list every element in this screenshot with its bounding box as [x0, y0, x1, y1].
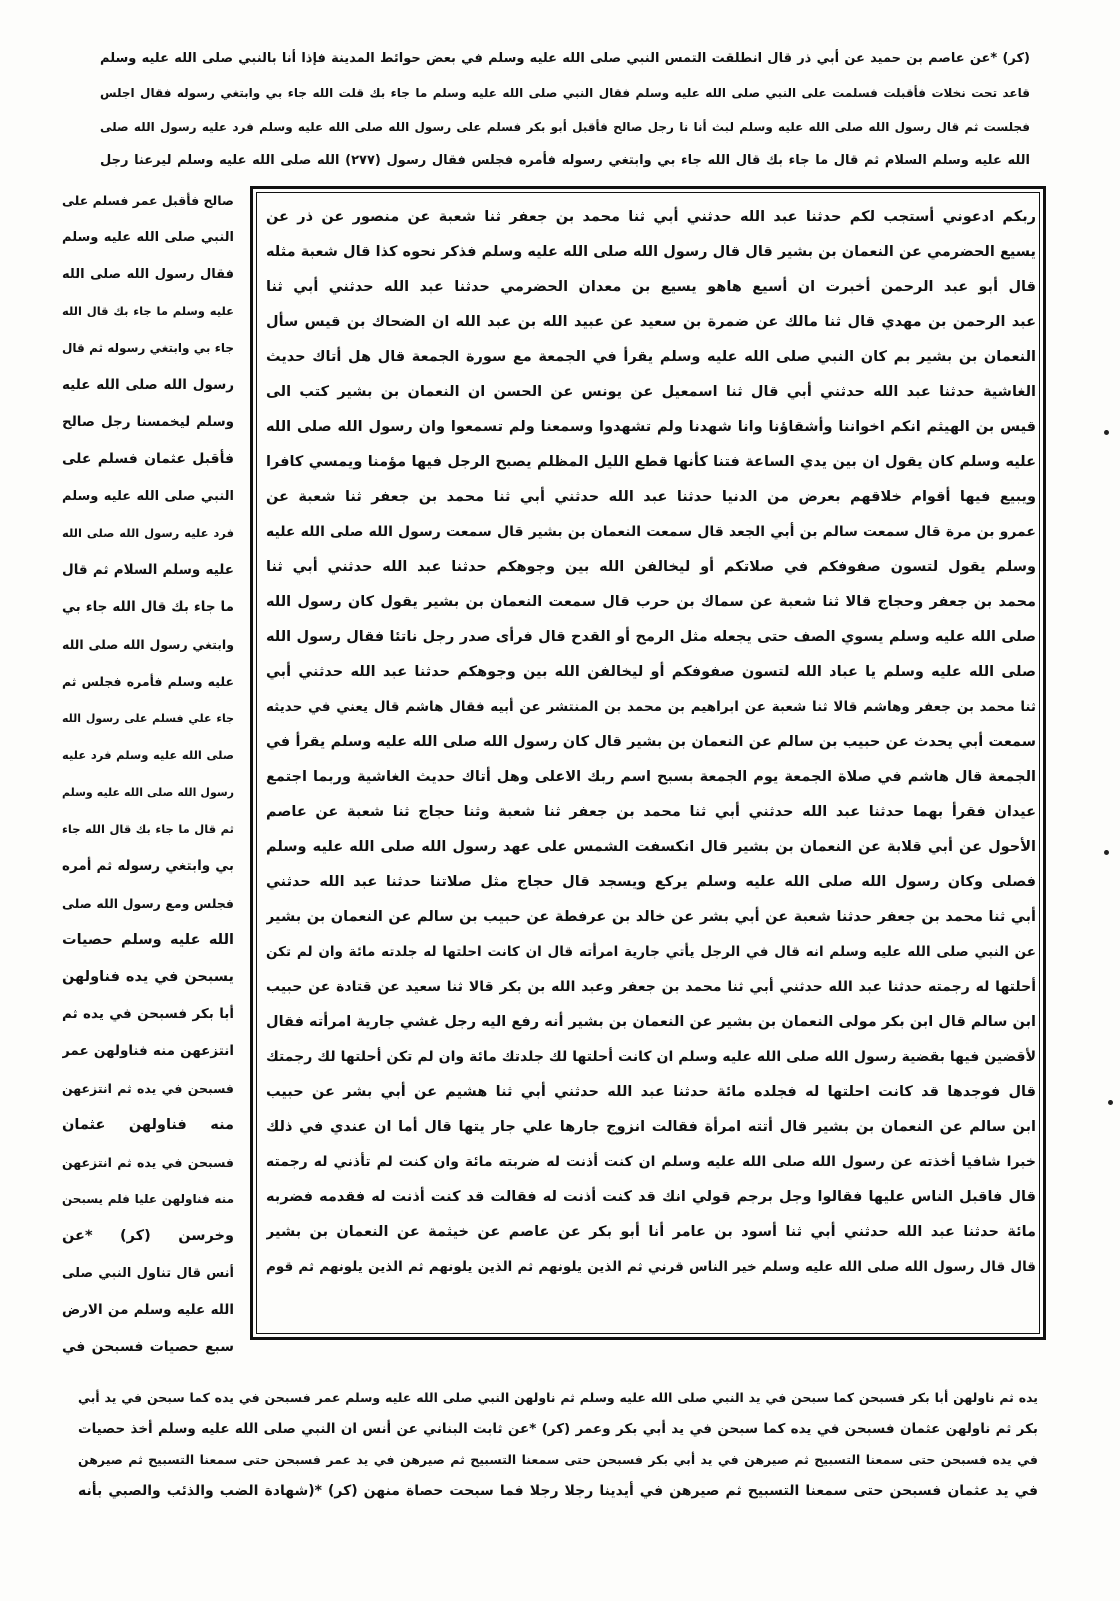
side-text-line: أبا بكر فسبحن في يده ثم	[62, 1006, 234, 1022]
side-text-line: جاء علي فسلم على رسول الله	[62, 712, 234, 725]
side-text-line: يسبحن في يده فناولهن	[62, 969, 234, 985]
side-text-line: منه فناولهن عثمان	[62, 1117, 234, 1133]
side-text-line: وابتغي رسول الله صلى الله	[62, 637, 234, 652]
main-text-line: مائة حدثنا عبد الله حدثني أبي ثنا أسود بن عامر أنا أبو بكر عن عاصم عن خيثمة عن النعمان بن بشير	[266, 1224, 1036, 1240]
bottom-text-line: بكر ثم ناولهن عثمان فسبحن في يده كما سبحن في يد أبي بكر وعمر (كر) *عن ثابت البناني عن أنس ان النبي صلى الله عليه وسلم أخذ حصيات	[78, 1421, 1038, 1437]
side-text-line: رسول الله صلى الله عليه وسلم	[62, 786, 234, 799]
side-text-line: عليه وسلم فأمره فجلس ثم	[62, 674, 234, 689]
main-text-line: محمد بن جعفر وحجاج قالا ثنا شعبة عن سماك بن حرب قال سمعت النعمان بن بشير يقول كان رسول الله	[266, 594, 1036, 610]
side-text-line: النبي صلى الله عليه وسلم	[62, 489, 234, 504]
main-text-line: فصلى وكان رسول الله صلى الله عليه وسلم يركع ويسجد قال حجاج مثل صلاتنا حدثنا عبد الله حدثني	[266, 874, 1036, 890]
side-text-line: صالح فأقبل عمر فسلم على	[62, 193, 234, 208]
main-text-line: لأقضين فيها بقضية رسول الله صلى الله عليه وسلم ان كانت أحلتها لك جلدتك مائة وان لم تكن أحلتها لك رجمتك	[266, 1049, 1036, 1065]
side-text-line: منه فناولهن عليا فلم يسبحن	[62, 1192, 234, 1206]
main-text-line: خبرا شافيا أخذته عن رسول الله صلى الله عليه وسلم ان كنت أذنت له ضربته مائة وان كنت لم تأذني له رجمته	[266, 1154, 1036, 1170]
side-text-line: فسبحن في يده ثم انتزعهن	[62, 1081, 234, 1096]
main-text-line: عبد الرحمن بن مهدي قال ثنا مالك عن ضمرة بن سعيد عن عبيد الله بن عبد الله ان الضحاك بن قيس سأل	[266, 314, 1036, 330]
main-text-line: ثنا محمد بن جعفر وهاشم قالا ثنا شعبة عن ابراهيم بن محمد بن المنتشر عن أبيه فقال هاشم قال يعني في حديثه	[266, 699, 1036, 715]
side-text-line: صلى الله عليه وسلم فرد عليه	[62, 748, 234, 762]
side-text-line: وسلم ليخمسنا رجل صالح	[62, 414, 234, 430]
side-text-line: عليه وسلم السلام ثم قال	[62, 562, 234, 578]
main-text-line: الأحول عن أبي قلابة عن النعمان بن بشير قال انكسفت الشمس على عهد رسول الله صلى الله عليه وسلم	[266, 839, 1036, 855]
main-text-line: عيدان فقرأ بهما حدثنا عبد الله حدثني أبي ثنا محمد بن جعفر ثنا شعبة وثنا حجاج ثنا شعبة عن عاصم	[266, 804, 1036, 820]
side-text-line: عليه وسلم ما جاء بك قال الله	[62, 304, 234, 318]
side-text-line: انتزعهن منه فناولهن عمر	[62, 1043, 234, 1059]
main-text-line: عليه وسلم كان يقول ان بين يدي الساعة فتنا كأنها قطع الليل المظلم يصبح الرجل فيها مؤمنا ويمسي كافرا	[266, 454, 1036, 470]
bottom-text-line: يده ثم ناولهن أبا بكر فسبحن كما سبحن في يد النبي صلى الله عليه وسلم ثم ناولهن النبي صلى الله عليه وسلم عمر فسبحن في يده كما سبحن في يد أبي	[78, 1390, 1038, 1405]
top-text-line: فجلست ثم قال رسول الله صلى الله عليه وسلم لبث أنا نا رجل صالح فأقبل أبو بكر فسلم على رسول الله صلى الله عليه وسلم فرد عليه رسول الله صلى	[100, 120, 1030, 134]
side-text-line: فقال رسول الله صلى الله	[62, 267, 234, 282]
main-text-line: ابن سالم عن النعمان بن بشير قال أتته امرأة فقالت انزوج جارها علي جار يتها قال أما ان عندي في ذلك	[266, 1119, 1036, 1135]
side-text-line: الله عليه وسلم من الارض	[62, 1302, 234, 1318]
side-text-line: فسبحن في يده ثم انتزعهن	[62, 1155, 234, 1170]
main-text-line: قال فوجدها قد كانت احلتها له فجلده مائة حدثنا عبد الله حدثني أبي ثنا هشيم عن أبي بشر عن حبيب	[266, 1084, 1036, 1100]
side-text-line: فرد عليه رسول الله صلى الله	[62, 526, 234, 540]
bottom-text-line: في يد عثمان فسبحن حتى سمعنا التسبيح ثم صيرهن في أيدينا رجلا رجلا فما سبحت حصاة منهن (كر) *(شهادة الضب والذئب والصبي بأنه	[78, 1483, 1038, 1499]
main-text-line: صلى الله عليه وسلم يسوي الصف حتى يجعله مثل الرمح أو القدح قال فرأى صدر رجل ناتئا فقال رسول الله	[266, 629, 1036, 645]
margin-mark	[1104, 430, 1109, 435]
main-text-line: الجمعة قال هاشم في صلاة الجمعة يوم الجمعة بسبح اسم ربك الاعلى وهل أتاك حديث الغاشية وربما اجتمع	[266, 769, 1036, 785]
margin-mark	[1108, 1100, 1113, 1105]
side-text-line: ما جاء بك قال الله جاء بي	[62, 599, 234, 615]
side-text-line: وخرسن (كر) *عن	[62, 1228, 234, 1244]
main-text-line: سمعت أبي يحدث عن حبيب بن سالم عن النعمان بن بشير قال كان رسول الله صلى الله عليه وسلم يقرأ في	[266, 734, 1036, 750]
main-text-line: ابن سالم قال ابن بكر مولى النعمان بن بشير عن النعمان بن بشير أنه رفع اليه رجل غشي جارية امرأته فقال	[266, 1014, 1036, 1030]
top-text-line: الله عليه وسلم السلام ثم قال ما جاء بك قال الله جاء بي وابتغي رسوله فأمره فجلس فقال رسول (٢٧٧) الله صلى الله عليه وسلم ليرعنا رجل	[100, 153, 1030, 168]
side-text-line: النبي صلى الله عليه وسلم	[62, 230, 234, 245]
side-text-line: الله عليه وسلم حصيات	[62, 932, 234, 948]
top-text-line: قاعد تحت نخلات فأقبلت فسلمت على النبي صلى الله عليه وسلم فقال النبي صلى الله عليه وسلم ما جاء بك قلت الله جاء بي وابتغي رسوله فقال اجلس	[100, 86, 1030, 100]
bottom-text-line: في يده فسبحن حتى سمعنا التسبيح ثم صيرهن في يد أبي بكر فسبحن حتى سمعنا التسبيح ثم صيرهن في يد عمر فسبحن حتى سمعنا التسبيح ثم صيرهن	[78, 1452, 1038, 1467]
side-text-line: بي وابتغي رسوله ثم أمره	[62, 858, 234, 874]
main-text-line: عن النبي صلى الله عليه وسلم انه قال في الرجل يأتي جارية امرأته قال ان كانت احلتها له جلدته مائة وان لم تكن	[266, 944, 1036, 960]
main-text-line: عمرو بن مرة قال سمعت سالم بن أبي الجعد قال سمعت النعمان بن بشير قال سمعت رسول الله صلى الله عليه	[266, 524, 1036, 540]
main-text-line: وسلم يقول لتسون صفوفكم في صلاتكم أو ليخالفن الله بين وجوهكم حدثنا عبد الله حدثني أبي ثنا	[266, 559, 1036, 575]
main-text-line: ويبيع فيها أقوام خلاقهم بعرض من الدنيا حدثنا عبد الله حدثني أبي ثنا محمد بن جعفر ثنا شعبة عن	[266, 489, 1036, 505]
main-text-line: قال قال رسول الله صلى الله عليه وسلم خير الناس قرني ثم الذين يلونهم ثم الذين يلونهم ثم الذين يلونهم ثم قوم	[266, 1259, 1036, 1275]
main-text-line: أحلتها له رجمته حدثنا عبد الله حدثني أبي ثنا محمد بن جعفر وعبد الله بن بكر قالا ثنا سعيد عن قتادة عن حبيب	[266, 979, 1036, 995]
side-text-line: رسول الله صلى الله عليه	[62, 377, 234, 393]
side-text-line: سبع حصيات فسبحن في	[62, 1339, 234, 1355]
main-text-line: صلى الله عليه وسلم يا عباد الله لتسون صفوفكم أو ليخالفن الله بين وجوهكم حدثنا عبد الله حدثني أبي	[266, 664, 1036, 680]
main-text-line: يسيع الحضرمي عن النعمان بن بشير قال قال رسول الله صلى الله عليه وسلم فذكر نحوه كذا قال شعبة مثله	[266, 244, 1036, 260]
main-text-line: قال أبو عبد الرحمن أخبرت ان أسيع هاهو يسيع بن معدان الحضرمي حدثنا عبد الله حدثني أبي ثنا	[266, 279, 1036, 295]
main-text-line: الغاشية حدثنا عبد الله حدثني أبي قال ثنا اسمعيل عن يونس عن الحسن ان النعمان بن بشير كتب الى	[266, 384, 1036, 400]
main-text-line: قيس بن الهيثم انكم اخواننا وأشقاؤنا وانا شهدنا ولم تشهدوا وسمعنا ولم تسمعوا وان رسول الله صلى الله	[266, 419, 1036, 435]
top-text-line: (كر) *عن عاصم بن حميد عن أبي ذر قال انطلقت التمس النبي صلى الله عليه وسلم في بعض حوائط المدينة فإذا أنا بالنبي صلى الله عليه وسلم	[100, 51, 1030, 66]
side-text-line: جاء بي وابتغي رسوله ثم قال	[62, 341, 234, 355]
main-text-line: النعمان بن بشير بم كان النبي صلى الله عليه وسلم يقرأ في الجمعة مع سورة الجمعة قال هل أتاك حديث	[266, 349, 1036, 365]
main-text-line: أبي ثنا محمد بن جعفر حدثنا شعبة عن أبي بشر عن خالد بن عرفطة عن حبيب بن سالم عن النعمان بن بشير	[266, 909, 1036, 925]
side-text-line: أنس قال تناول النبي صلى	[62, 1266, 234, 1281]
margin-mark	[1104, 850, 1109, 855]
side-text-line: فجلس ومع رسول الله صلى	[62, 896, 234, 911]
main-text-line: قال فاقبل الناس عليها فقالوا وجل برجم قولي انك قد كنت أذنت له فقالت قد كنت أذنت له فقدمه فضربه	[266, 1189, 1036, 1205]
side-text-line: فأقبل عثمان فسلم على	[62, 451, 234, 467]
side-text-line: ثم قال ما جاء بك قال الله جاء	[62, 822, 234, 836]
main-text-line: ربكم ادعوني أستجب لكم حدثنا عبد الله حدثني أبي ثنا محمد بن جعفر ثنا شعبة عن منصور عن ذر عن	[266, 209, 1036, 225]
